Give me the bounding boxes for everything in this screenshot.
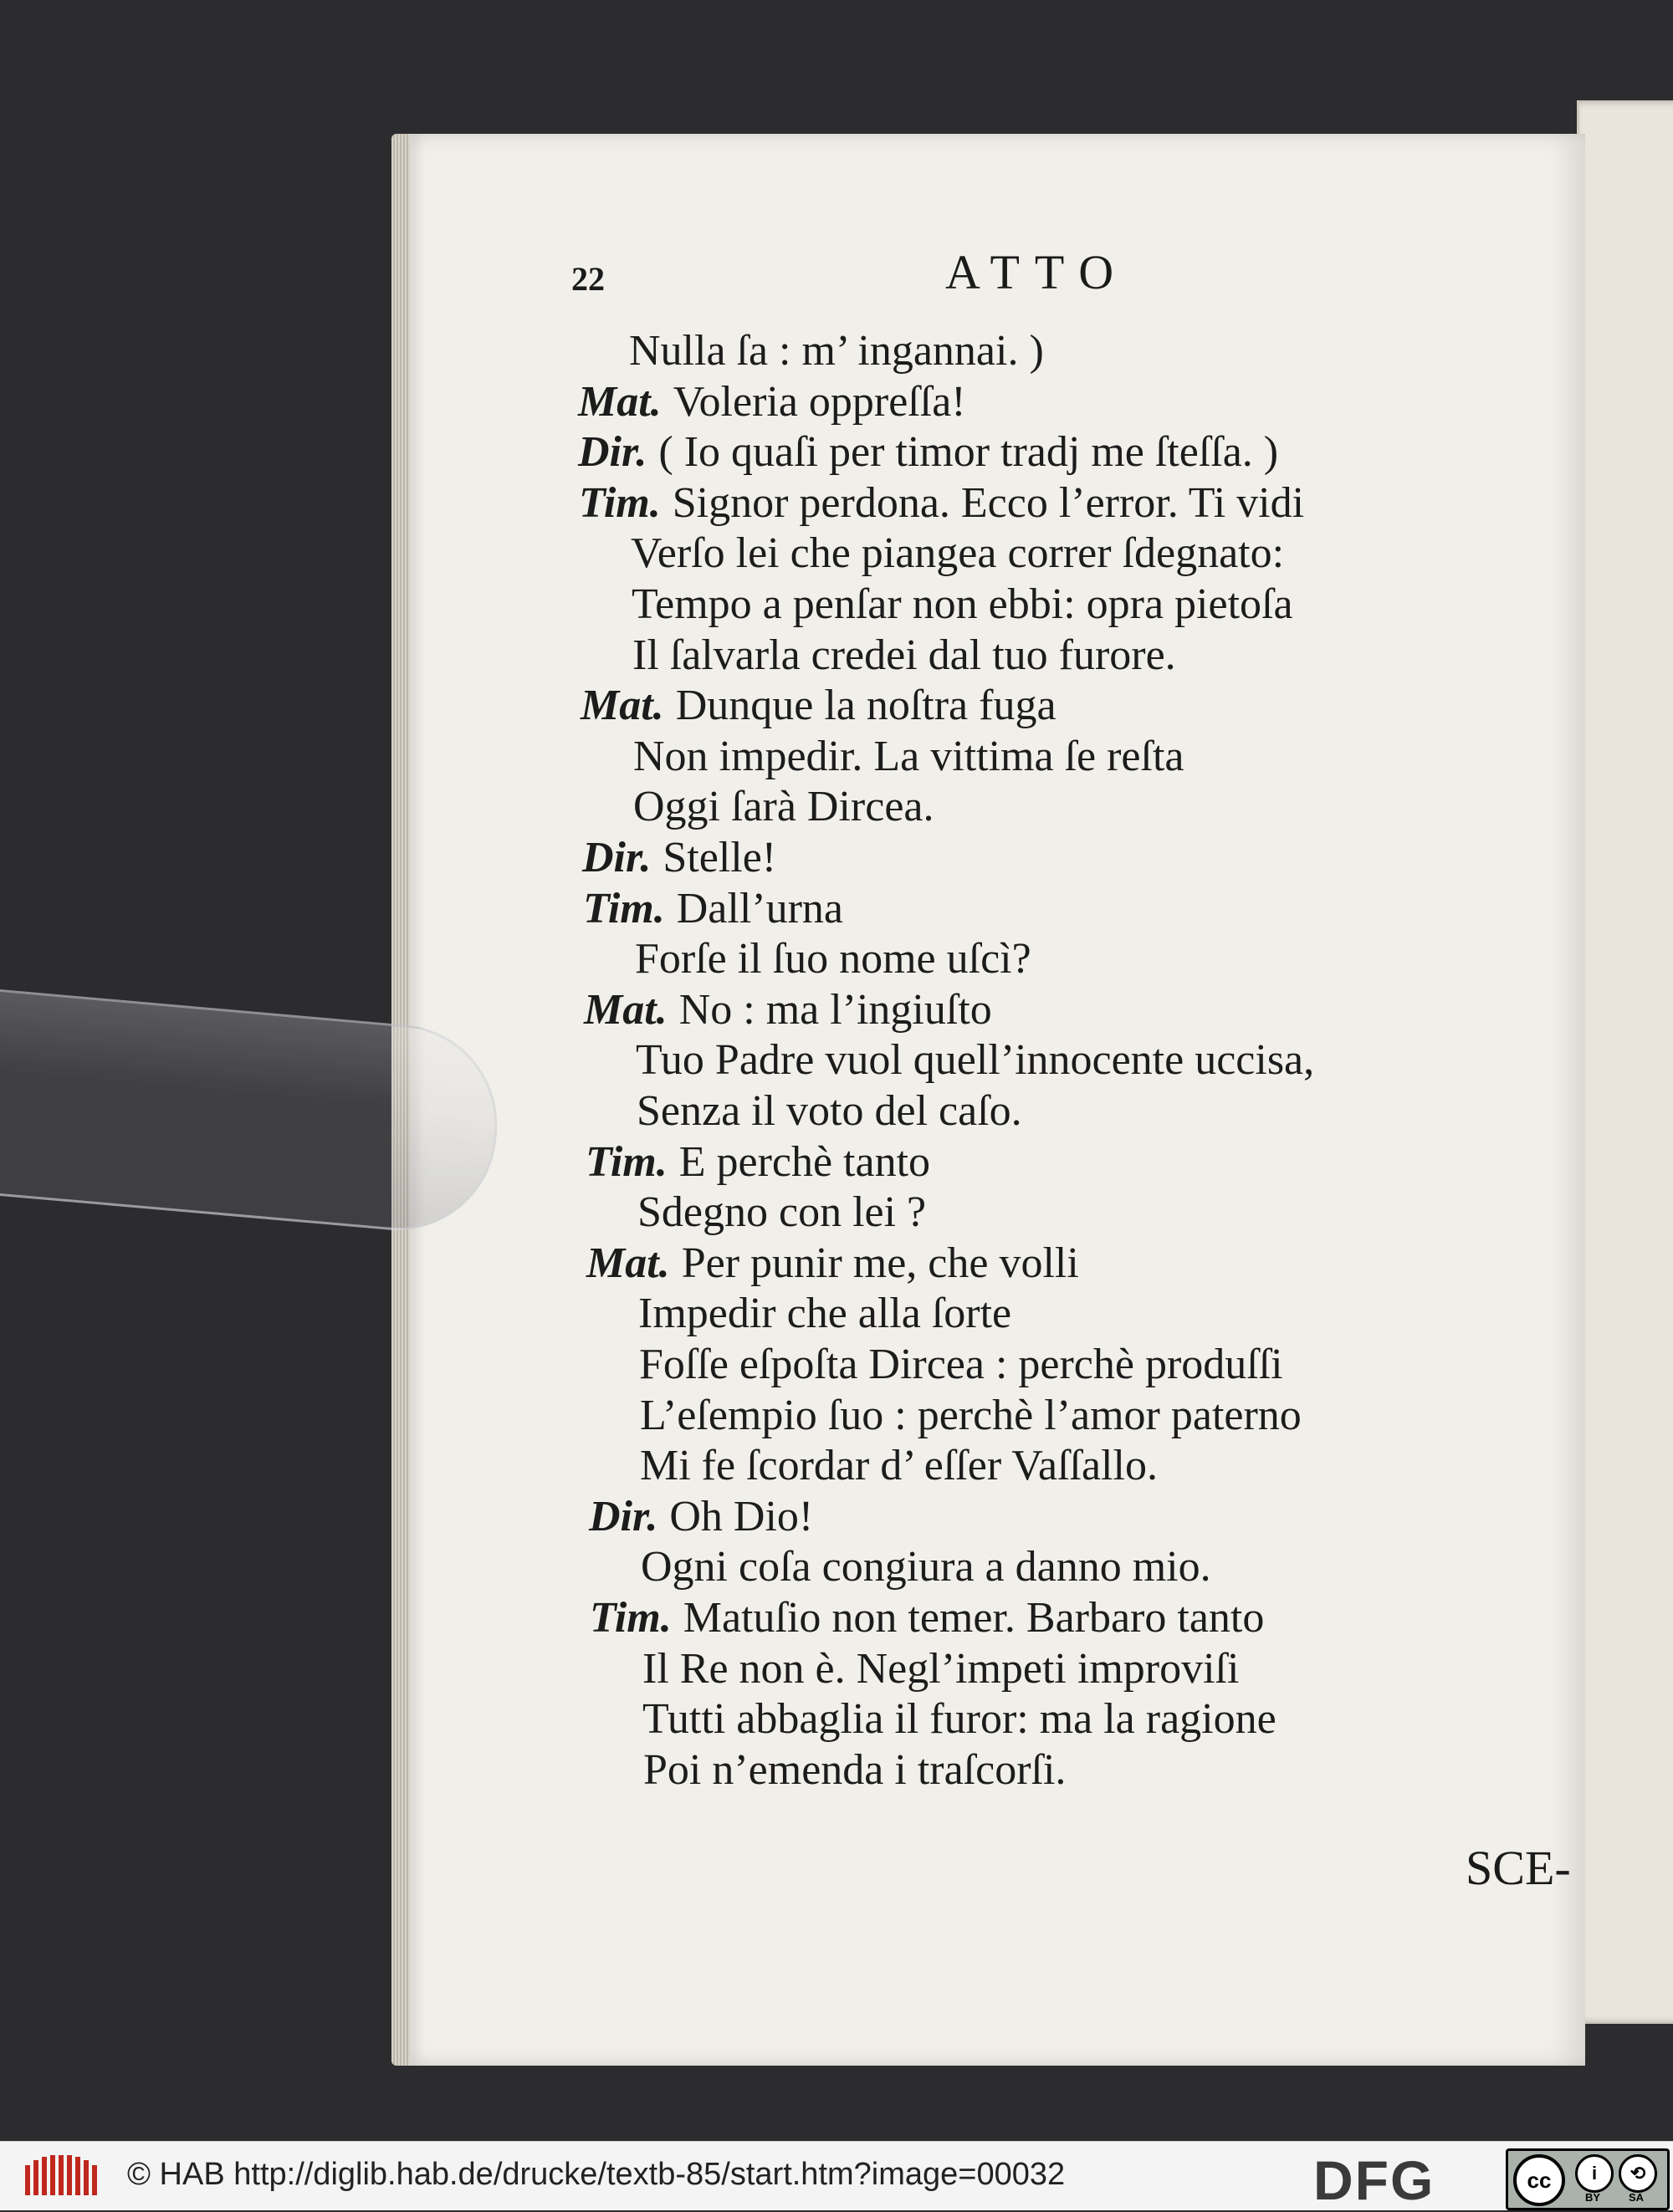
text-line — [633, 782, 934, 831]
line-text: Oh Dio! — [669, 1493, 814, 1540]
line-text: Per punir me, che volli — [681, 1239, 1079, 1287]
text-line — [590, 1593, 1264, 1642]
line-text: Tempo a penſar non ebbi: opra pietoſa — [632, 580, 1293, 628]
line-text: Il ſalvarla credei dal tuo furore. — [632, 631, 1176, 679]
speaker-label: Mat. — [578, 378, 662, 426]
page-number: 22 — [571, 260, 605, 298]
text-line — [589, 1492, 813, 1541]
text-line — [586, 1239, 1079, 1288]
line-text: Non impedir. La vittima ſe reſta — [633, 733, 1184, 780]
speaker-label: Dir. — [589, 1493, 658, 1540]
dfg-logo: DFG — [1313, 2149, 1435, 2211]
line-text: ( Io quaſi per timor tradj me ſteſſa. ) — [658, 428, 1279, 476]
cc-license-icon[interactable] — [1506, 2148, 1670, 2210]
hab-logo-icon — [23, 2153, 107, 2200]
running-title: ATTO — [945, 245, 1129, 299]
line-text: Dall’urna — [676, 885, 843, 932]
sa-icon: ⟲ — [1619, 2154, 1657, 2193]
copyright-link[interactable]: © HAB http://diglib.hab.de/drucke/textb-85/start.htm?image=00032 — [127, 2157, 1066, 2192]
text-line — [640, 1391, 1302, 1440]
text-line — [578, 377, 966, 427]
text-line — [636, 1035, 1314, 1085]
line-text: Tutti abbaglia il furor: ma la ragione — [642, 1695, 1276, 1743]
line-text: Stelle! — [663, 834, 777, 881]
by-icon: i — [1575, 2154, 1614, 2193]
text-line — [641, 1542, 1211, 1591]
line-text: Matuſio non temer. Barbaro tanto — [683, 1594, 1265, 1642]
line-text: No : ma l’ingiuſto — [678, 986, 992, 1034]
speaker-label: Tim. — [586, 1138, 668, 1186]
speaker-label: Mat. — [586, 1239, 670, 1287]
text-line — [632, 580, 1293, 629]
line-text: Dunque la noſtra fuga — [675, 682, 1056, 729]
speaker-label: Mat. — [584, 986, 668, 1034]
line-text: Forſe il ſuo nome uſcì? — [635, 935, 1031, 983]
text-line — [642, 1694, 1276, 1744]
text-line — [643, 1745, 1066, 1795]
footer-bar — [0, 2141, 1673, 2210]
speaker-label: Dir. — [578, 428, 647, 476]
text-line — [584, 985, 992, 1034]
text-line — [629, 326, 1044, 375]
line-text: Nulla ſa : m’ ingannai. ) — [629, 327, 1044, 375]
text-line — [637, 1086, 1022, 1136]
cc-mark: cc — [1513, 2154, 1565, 2206]
text-line — [635, 934, 1031, 983]
text-line — [637, 1188, 926, 1237]
line-text: Signor perdona. Ecco l’error. Ti vidi — [672, 479, 1305, 527]
line-text: E perchè tanto — [678, 1138, 931, 1186]
facing-page — [1577, 100, 1673, 2024]
catchword: SCE- — [1466, 1841, 1571, 1895]
line-text: Mi fe ſcordar d’ eſſer Vaſſallo. — [640, 1442, 1158, 1489]
line-text: Impedir che alla ſorte — [638, 1290, 1012, 1337]
line-text: Tuo Padre vuol quell’innocente uccisa, — [636, 1036, 1315, 1084]
line-text: Ogni coſa congiura a danno mio. — [641, 1543, 1211, 1591]
speaker-label: Tim. — [583, 885, 665, 932]
text-line — [583, 884, 843, 933]
text-line — [586, 1137, 930, 1187]
text-line — [633, 732, 1184, 781]
speaker-label: Tim. — [590, 1594, 672, 1642]
line-text: Sdegno con lei ? — [637, 1188, 927, 1236]
speaker-label: Tim. — [579, 479, 661, 527]
text-line — [631, 529, 1284, 578]
speaker-label: Dir. — [582, 834, 652, 881]
by-label: BY — [1585, 2191, 1601, 2204]
text-line — [578, 427, 1278, 477]
text-line — [582, 833, 776, 882]
line-text: Voleria oppreſſa! — [673, 378, 966, 426]
text-line — [639, 1340, 1283, 1389]
text-line — [642, 1644, 1239, 1693]
line-text: Oggi ſarà Dircea. — [633, 783, 934, 830]
text-line — [632, 631, 1176, 680]
text-line — [579, 478, 1304, 528]
text-line — [638, 1289, 1011, 1338]
speaker-label: Mat. — [581, 682, 664, 729]
text-line — [581, 681, 1056, 730]
text-line — [640, 1441, 1158, 1490]
sa-label: SA — [1629, 2191, 1645, 2204]
line-text: Verſo lei che piangea correr ſdegnato: — [631, 529, 1285, 577]
line-text: Senza il voto del caſo. — [637, 1087, 1022, 1135]
line-text: Poi n’emenda i traſcorſi. — [643, 1746, 1067, 1794]
line-text: Il Re non è. Negl’impeti improviſi — [642, 1645, 1240, 1693]
line-text: L’eſempio ſuo : perchè l’amor paterno — [640, 1392, 1302, 1439]
line-text: Foſſe eſpoſta Dircea : perchè produſſi — [639, 1341, 1283, 1388]
